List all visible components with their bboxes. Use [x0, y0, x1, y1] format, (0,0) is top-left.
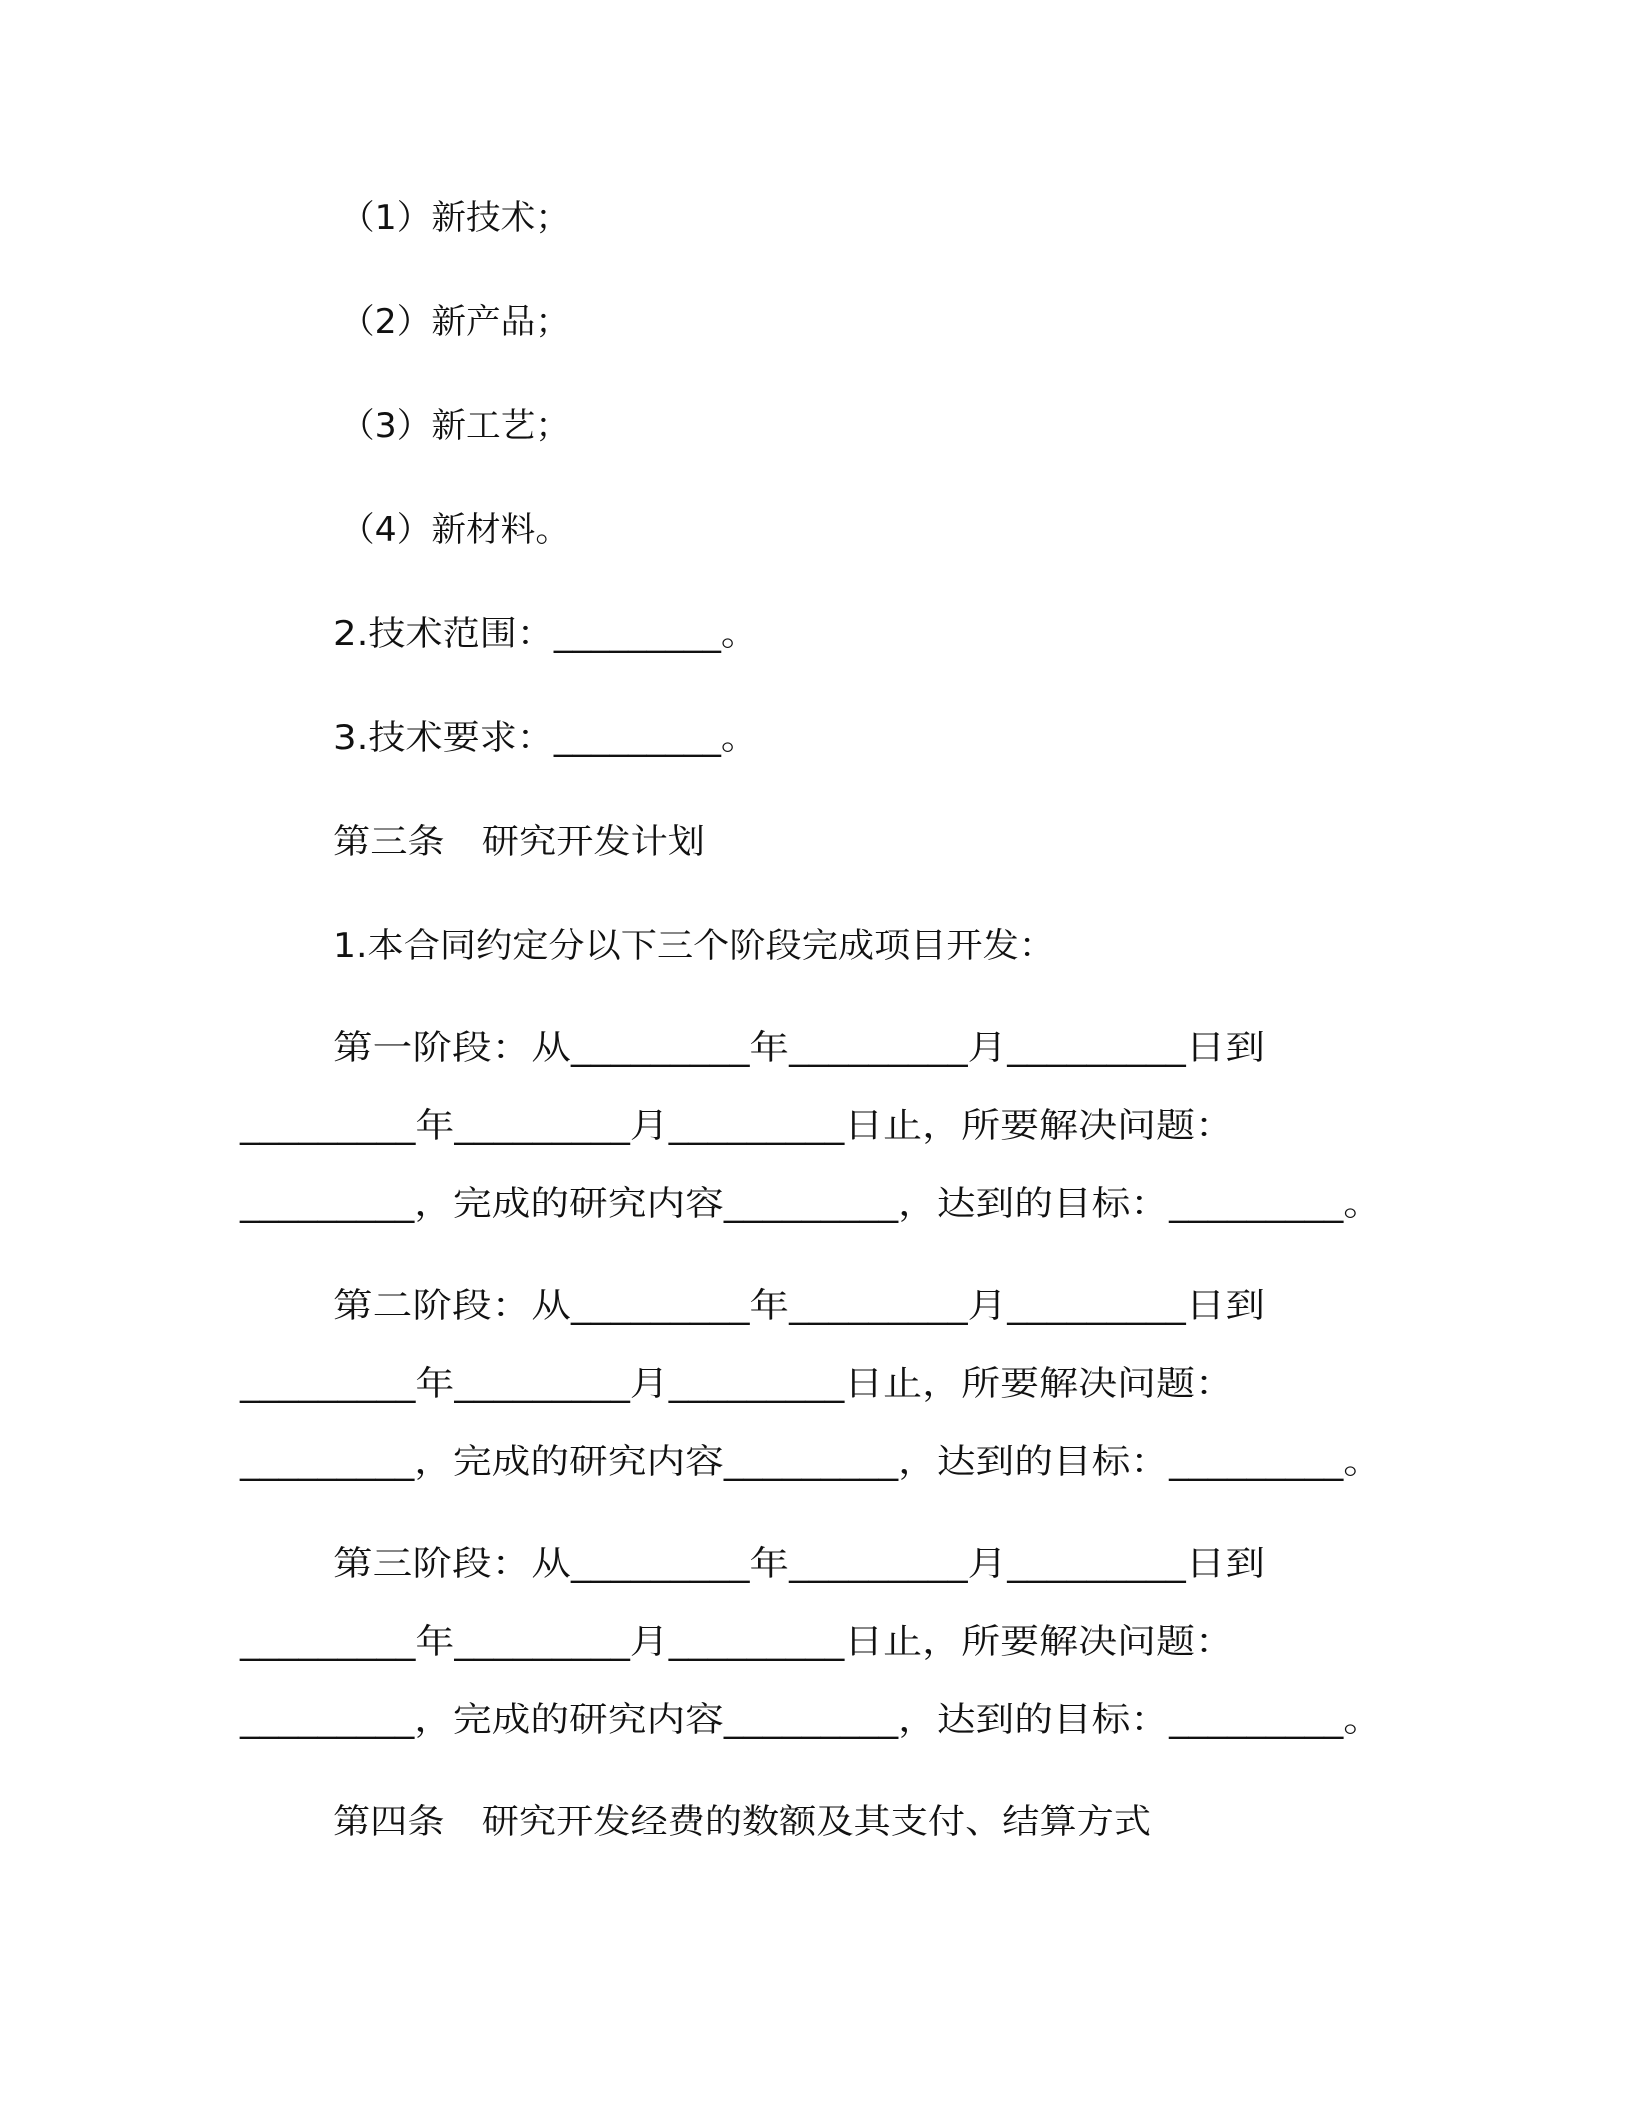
stage-2-line-2: _________年_________月_________日止，所要解决问题： — [240, 1364, 1234, 1404]
list-item-new-technology: （1）新技术； — [340, 198, 570, 238]
stage-3-line-3: _________，完成的研究内容_________，达到的目标：_________。 — [240, 1700, 1382, 1740]
plan-intro-line: 1.本合同约定分以下三个阶段完成项目开发： — [333, 926, 1055, 966]
stage-1-line-2: _________年_________月_________日止，所要解决问题： — [240, 1106, 1234, 1146]
stage-3-line-2: _________年_________月_________日止，所要解决问题： — [240, 1622, 1234, 1662]
stage-3-line-1: 第三阶段：从_________年_________月_________日到 — [333, 1544, 1265, 1584]
list-item-new-process: （3）新工艺； — [340, 406, 570, 446]
list-item-new-material: （4）新材料。 — [340, 510, 570, 550]
tech-scope-line: 2.技术范围：_________。 — [333, 614, 758, 654]
stage-1-line-1: 第一阶段：从_________年_________月_________日到 — [333, 1028, 1265, 1068]
stage-2-line-1: 第二阶段：从_________年_________月_________日到 — [333, 1286, 1265, 1326]
stage-2-line-3: _________，完成的研究内容_________，达到的目标：_________。 — [240, 1442, 1382, 1482]
list-item-new-product: （2）新产品； — [340, 302, 570, 342]
stage-1-line-3: _________，完成的研究内容_________，达到的目标：_________。 — [240, 1184, 1382, 1224]
article-3-heading: 第三条 研究开发计划 — [333, 822, 705, 862]
tech-requirements-line: 3.技术要求：_________。 — [333, 718, 758, 758]
article-4-heading: 第四条 研究开发经费的数额及其支付、结算方式 — [333, 1802, 1151, 1842]
